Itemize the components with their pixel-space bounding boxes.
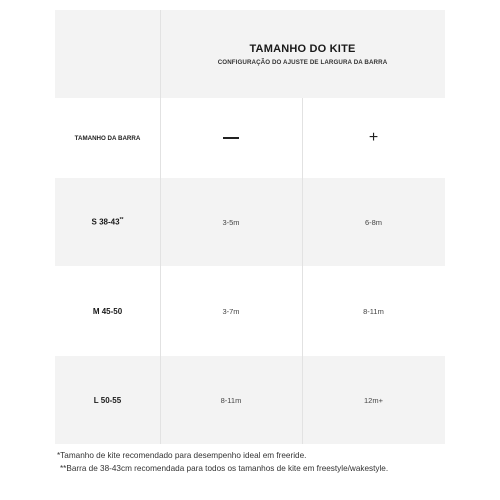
- value-s-plus: 6-8m: [364, 217, 383, 227]
- minus-header-cell: [160, 98, 302, 178]
- table-cell-m-minus: [160, 266, 302, 356]
- row-label-cell-s: [55, 178, 160, 266]
- row-label-l: L 50-55: [93, 395, 122, 405]
- footnote-2: **Barra de 38-43cm recomendada para todos os tamanhos de kite em freestyle/wakestyle.: [60, 464, 389, 473]
- table-cell-s-plus: [302, 178, 445, 266]
- plus-header-cell: [302, 98, 445, 178]
- value-m-plus: 8-11m: [363, 306, 384, 316]
- column-divider: [160, 10, 161, 444]
- value-l-minus: 8-11m: [220, 395, 242, 405]
- double-asterisk: **: [119, 217, 124, 224]
- bar-size-label: TAMANHO DA BARRA: [74, 134, 141, 142]
- plus-icon: +: [368, 129, 379, 146]
- column-divider: [302, 98, 303, 444]
- table-cell-l-minus: [160, 356, 302, 444]
- table-cell-l-plus: [302, 356, 445, 444]
- row-label-cell-m: [55, 266, 160, 356]
- row-label-m: M 45-50: [92, 306, 123, 316]
- header-cell: [160, 10, 445, 98]
- kite-size-table: [55, 10, 445, 444]
- value-l-plus: 12m+: [364, 395, 383, 405]
- minus-icon: [223, 137, 239, 138]
- value-s-minus: 3-5m: [222, 217, 240, 227]
- header-corner-cell: [55, 10, 160, 98]
- row-label-s: S 38-43**: [91, 217, 124, 227]
- footnote-1: *Tamanho de kite recomendado para desempenho ideal em freeride.: [57, 451, 307, 460]
- table-cell-s-minus: [160, 178, 302, 266]
- value-m-minus: 3-7m: [222, 306, 240, 316]
- table-subtitle: CONFIGURAÇÃO DO AJUSTE DE LARGURA DA BARRA: [217, 58, 388, 66]
- table-cell-m-plus: [302, 266, 445, 356]
- bar-size-label-cell: [55, 98, 160, 178]
- row-label-cell-l: [55, 356, 160, 444]
- table-title: TAMANHO DO KITE: [249, 42, 356, 55]
